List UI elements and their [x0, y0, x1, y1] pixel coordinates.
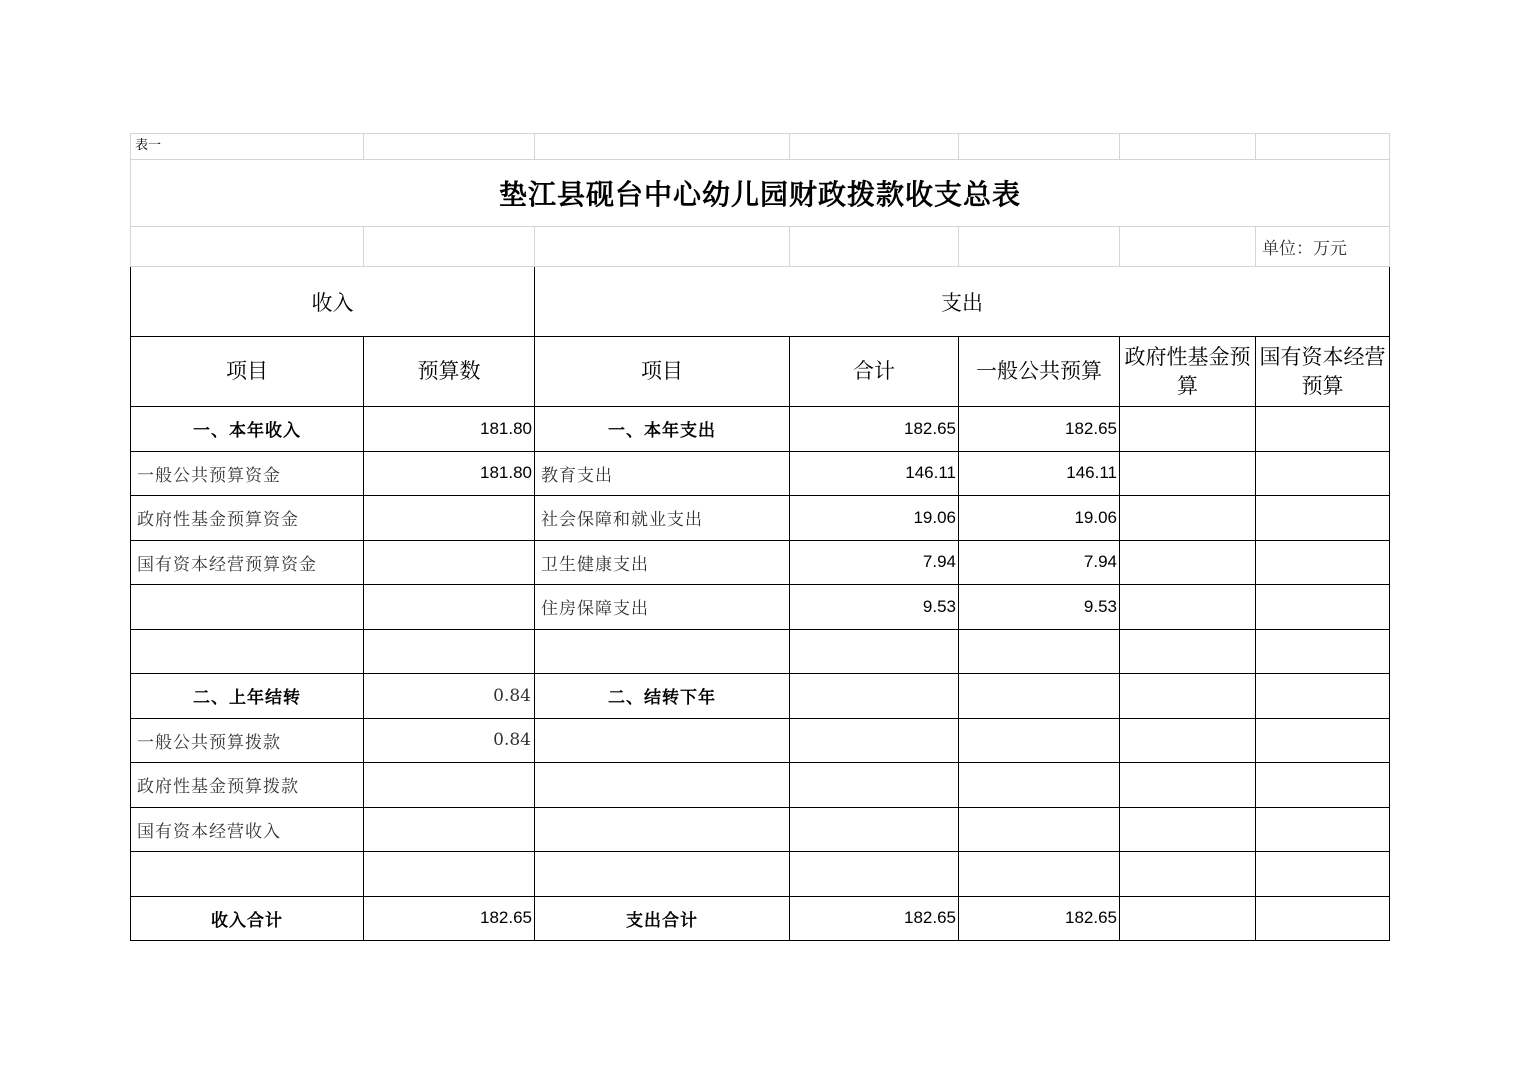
- total-cell: 182.65: [790, 407, 959, 452]
- gov-fund-cell: [1120, 540, 1256, 585]
- table-row: [131, 674, 1390, 719]
- total-cell: 19.06: [790, 496, 959, 541]
- expense-item-cell: [535, 629, 790, 674]
- income-value-cell: 181.80: [364, 407, 535, 452]
- budget-sheet: [130, 133, 1390, 941]
- general-budget-cell: 9.53: [959, 585, 1120, 630]
- income-item-cell: [131, 852, 364, 897]
- income-header: 收入: [131, 267, 535, 337]
- state-capital-cell: [1256, 674, 1390, 719]
- unit-label: 单位：万元: [1256, 227, 1390, 267]
- general-budget-cell: [959, 629, 1120, 674]
- gov-fund-cell: [1120, 629, 1256, 674]
- general-budget-cell: [959, 718, 1120, 763]
- income-item-cell: 一般公共预算资金: [131, 451, 364, 496]
- income-value-cell: [364, 852, 535, 897]
- state-capital-cell: [1256, 852, 1390, 897]
- income-value-cell: [364, 763, 535, 808]
- income-item-cell: 国有资本经营预算资金: [131, 540, 364, 585]
- income-item-cell: 政府性基金预算资金: [131, 496, 364, 541]
- general-budget-cell: [959, 763, 1120, 808]
- gov-fund-cell: [1120, 496, 1256, 541]
- total-cell: [790, 763, 959, 808]
- income-value-cell: [364, 629, 535, 674]
- total-cell: [790, 718, 959, 763]
- table-row: [131, 585, 1390, 630]
- table-row: [131, 852, 1390, 897]
- expense-item-cell: 卫生健康支出: [535, 540, 790, 585]
- total-cell: [790, 807, 959, 852]
- total-cell: 146.11: [790, 451, 959, 496]
- state-capital-cell: [1256, 407, 1390, 452]
- total-cell: [790, 674, 959, 719]
- table-row: [131, 496, 1390, 541]
- expense-item-cell: 支出合计: [535, 896, 790, 941]
- table-row: [131, 451, 1390, 496]
- general-budget-cell: 182.65: [959, 896, 1120, 941]
- gov-fund-cell: [1120, 674, 1256, 719]
- total-cell: 182.65: [790, 896, 959, 941]
- general-budget-cell: [959, 807, 1120, 852]
- total-cell: [790, 852, 959, 897]
- income-item-cell: 二、上年结转: [131, 674, 364, 719]
- expense-item-cell: [535, 763, 790, 808]
- income-value-cell: [364, 585, 535, 630]
- table-row: [131, 763, 1390, 808]
- table-row: [131, 407, 1390, 452]
- state-capital-cell: [1256, 451, 1390, 496]
- income-item-cell: 国有资本经营收入: [131, 807, 364, 852]
- income-item-cell: 一般公共预算拨款: [131, 718, 364, 763]
- expense-header: 支出: [535, 267, 1390, 337]
- income-item-cell: 政府性基金预算拨款: [131, 763, 364, 808]
- table-row: [131, 807, 1390, 852]
- income-item-header: 项目: [131, 337, 364, 407]
- income-value-cell: 181.80: [364, 451, 535, 496]
- table-row: [131, 896, 1390, 941]
- table-row: [131, 718, 1390, 763]
- state-capital-header: 国有资本经营预算: [1256, 337, 1390, 407]
- expense-item-cell: 社会保障和就业支出: [535, 496, 790, 541]
- income-budget-header: 预算数: [364, 337, 535, 407]
- general-budget-cell: 182.65: [959, 407, 1120, 452]
- state-capital-cell: [1256, 718, 1390, 763]
- expense-item-cell: 住房保障支出: [535, 585, 790, 630]
- income-value-cell: [364, 540, 535, 585]
- general-budget-cell: 7.94: [959, 540, 1120, 585]
- budget-table: [130, 133, 1390, 941]
- table-label: 表一: [131, 134, 364, 160]
- gov-fund-cell: [1120, 718, 1256, 763]
- total-cell: 7.94: [790, 540, 959, 585]
- income-item-cell: [131, 629, 364, 674]
- expense-item-header: 项目: [535, 337, 790, 407]
- income-item-cell: 一、本年收入: [131, 407, 364, 452]
- state-capital-cell: [1256, 763, 1390, 808]
- income-value-cell: 0.84: [364, 674, 535, 719]
- total-cell: 9.53: [790, 585, 959, 630]
- general-budget-header: 一般公共预算: [959, 337, 1120, 407]
- gov-fund-cell: [1120, 807, 1256, 852]
- income-item-cell: [131, 585, 364, 630]
- total-cell: [790, 629, 959, 674]
- state-capital-cell: [1256, 585, 1390, 630]
- state-capital-cell: [1256, 496, 1390, 541]
- general-budget-cell: [959, 852, 1120, 897]
- gov-fund-cell: [1120, 763, 1256, 808]
- expense-item-cell: 教育支出: [535, 451, 790, 496]
- expense-item-cell: [535, 718, 790, 763]
- total-header: 合计: [790, 337, 959, 407]
- income-value-cell: [364, 496, 535, 541]
- state-capital-cell: [1256, 807, 1390, 852]
- gov-fund-cell: [1120, 451, 1256, 496]
- income-item-cell: 收入合计: [131, 896, 364, 941]
- table-row: [131, 540, 1390, 585]
- gov-fund-cell: [1120, 896, 1256, 941]
- expense-item-cell: [535, 807, 790, 852]
- gov-fund-cell: [1120, 407, 1256, 452]
- expense-item-cell: 二、结转下年: [535, 674, 790, 719]
- state-capital-cell: [1256, 629, 1390, 674]
- expense-item-cell: [535, 852, 790, 897]
- state-capital-cell: [1256, 896, 1390, 941]
- general-budget-cell: 19.06: [959, 496, 1120, 541]
- income-value-cell: [364, 807, 535, 852]
- income-value-cell: 0.84: [364, 718, 535, 763]
- gov-fund-header: 政府性基金预算: [1120, 337, 1256, 407]
- general-budget-cell: 146.11: [959, 451, 1120, 496]
- expense-item-cell: 一、本年支出: [535, 407, 790, 452]
- income-value-cell: 182.65: [364, 896, 535, 941]
- state-capital-cell: [1256, 540, 1390, 585]
- table-row: [131, 629, 1390, 674]
- general-budget-cell: [959, 674, 1120, 719]
- gov-fund-cell: [1120, 852, 1256, 897]
- gov-fund-cell: [1120, 585, 1256, 630]
- page-title: 垫江县砚台中心幼儿园财政拨款收支总表: [131, 160, 1390, 227]
